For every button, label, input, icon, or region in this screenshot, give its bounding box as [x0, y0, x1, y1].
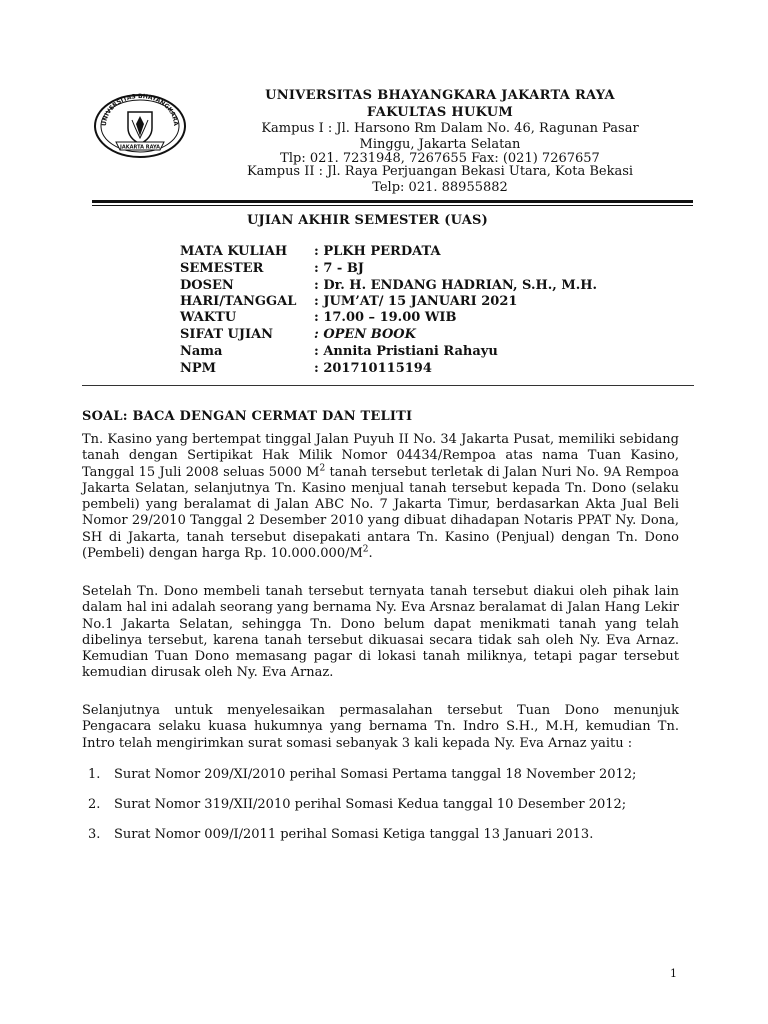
- paragraph-1-part-b: tanah tersebut terletak di Jalan Nuri No. 9A Rempoa Jakarta Selatan, selanjutnya Tn. Kasino menjual tanah tersebut kepada Tn. Dono (selaku pembeli) yang beralamat di Jalan ABC No. 7 Jakarta Timur, berdasarkan Akta Jual Beli Nomor 29/2010 Tanggal 2 Desember 2010 yang dibuat dihadapan Notaris PPAT Ny. Dona, SH di Jakarta, tanah tersebut disepakati antara Tn. Kasino (Penjual) dengan Tn. Dono (Pembeli) dengan harga Rp. 10.000.000/M: [82, 464, 679, 562]
- paragraph-2: Setelah Tn. Dono membeli tanah tersebut ternyata tanah tersebut diakui oleh pihak lain dalam hal ini adalah seorang yang bernama Ny. Eva Arsnaz beralamat di Jalan Hang Lekir No.1 Jakarta Selatan, sehingga Tn. Dono belum dapat menikmati tanah yang telah dibelinya tersebut, karena tanah tersebut dikuasai secara tidak sah oleh Ny. Eva Arnaz. Kemudian Tuan Dono memasang pagar di lokasi tanah miliknya, tetapi pagar tersebut kemudian dirusak oleh Ny. Eva Arnaz.: [82, 584, 679, 681]
- superscript-2: 2: [362, 544, 369, 555]
- list-item-number: 2.: [88, 797, 101, 812]
- info-value: : Dr. H. ENDANG HADRIAN, S.H., M.H.: [314, 278, 598, 293]
- info-label: WAKTU: [180, 310, 237, 325]
- university-logo: [92, 90, 188, 158]
- info-label: MATA KULIAH: [180, 244, 288, 259]
- campus1-address-line2: Minggu, Jakarta Selatan: [359, 137, 521, 152]
- svg-text:JAKARTA RAYA: JAKARTA RAYA: [120, 144, 160, 151]
- paragraph-3: Selanjutnya untuk menyelesaikan permasalahan tersebut Tuan Dono menunjuk Pengacara selaku kuasa hukumnya yang bernama Tn. Indro S.H., M.H, kemudian Tn. Intro telah mengirimkan surat somasi sebanyak 3 kali kepada Ny. Eva Arnaz yaitu :: [82, 703, 679, 751]
- list-item: [82, 827, 679, 843]
- campus2-phone: Telp: 021. 88955882: [372, 180, 508, 195]
- letterhead-divider-thin: [92, 205, 693, 206]
- info-value: : Annita Pristiani Rahayu: [314, 344, 498, 359]
- campus1-phone: Tlp: 021. 7231948, 7267655 Fax: (021) 7267657: [280, 151, 600, 166]
- info-value: : 7 - BJ: [314, 261, 364, 276]
- info-value: : PLKH PERDATA: [314, 244, 441, 259]
- superscript-2: 2: [319, 463, 326, 474]
- paragraph-1: [82, 432, 679, 562]
- campus1-address-line1: Kampus I : Jl. Harsono Rm Dalam No. 46, Ragunan Pasar: [261, 121, 639, 136]
- info-value: : 17.00 – 19.00 WIB: [314, 310, 457, 325]
- info-divider: [82, 385, 694, 386]
- list-item: [82, 767, 679, 783]
- exam-title: UJIAN AKHIR SEMESTER (UAS): [247, 213, 488, 228]
- university-name: UNIVERSITAS BHAYANGKARA JAKARTA RAYA: [265, 88, 615, 103]
- info-label: SIFAT UJIAN: [180, 327, 274, 342]
- list-item-number: 1.: [88, 767, 101, 782]
- list-item: [82, 797, 679, 813]
- info-value: : JUM’AT/ 15 JANUARI 2021: [314, 294, 518, 309]
- paragraph-1-part-a: Tn. Kasino yang bertempat tinggal Jalan Puyuh II No. 34 Jakarta Pusat, memiliki sebidang tanah dengan Sertipikat Hak Milik Nomor 04434/Rempoa atas nama Tuan Kasino, Tanggal 15 Juli 2008 seluas 5000 M: [82, 432, 679, 480]
- info-label: HARI/TANGGAL: [180, 294, 297, 309]
- page-number: 1: [670, 967, 677, 980]
- letterhead-divider-thick: [92, 200, 693, 203]
- list-item-text: Surat Nomor 319/XII/2010 perihal Somasi Kedua tanggal 10 Desember 2012;: [114, 797, 627, 812]
- info-label: NPM: [180, 361, 217, 376]
- list-item-text: Surat Nomor 009/I/2011 perihal Somasi Ketiga tanggal 13 Januari 2013.: [114, 827, 594, 842]
- svg-text:UNIVERSITAS BHAYANGKARA: UNIVERSITAS BHAYANGKARA: [100, 92, 180, 127]
- info-value: : OPEN BOOK: [314, 327, 416, 342]
- info-label: DOSEN: [180, 278, 234, 293]
- info-label: Nama: [180, 344, 223, 359]
- list-item-number: 3.: [88, 827, 101, 842]
- list-item-text: Surat Nomor 209/XI/2010 perihal Somasi Pertama tanggal 18 November 2012;: [114, 767, 637, 782]
- paragraph-1-part-c: .: [368, 546, 373, 562]
- info-label: SEMESTER: [180, 261, 264, 276]
- soal-heading: SOAL: BACA DENGAN CERMAT DAN TELITI: [82, 409, 413, 424]
- faculty-name: FAKULTAS HUKUM: [366, 105, 514, 120]
- campus2-address: Kampus II : Jl. Raya Perjuangan Bekasi Utara, Kota Bekasi: [246, 164, 634, 179]
- info-value: : 201710115194: [314, 361, 432, 376]
